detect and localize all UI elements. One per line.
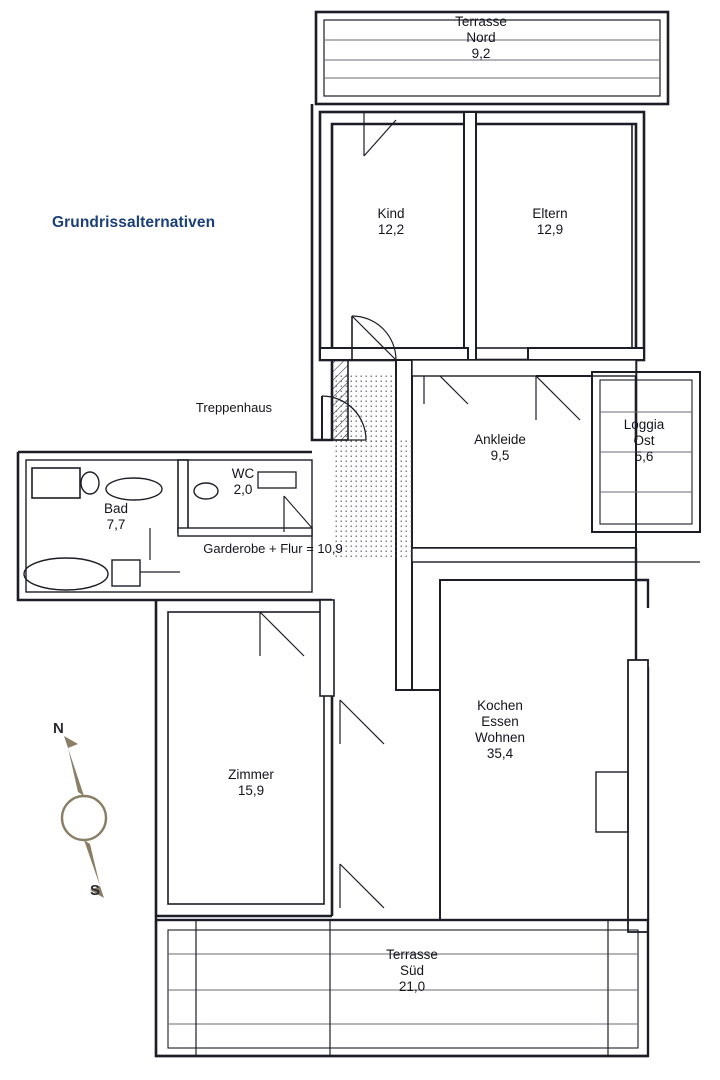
room-name: Loggia (623, 417, 665, 433)
room-name: Ankleide (474, 432, 526, 448)
compass-rose (62, 736, 106, 898)
page-title: Grundrissalternativen (52, 214, 216, 231)
room-name: Ost (633, 433, 655, 449)
room-area: 7,7 (106, 516, 126, 532)
room-name: Terrasse (386, 947, 438, 963)
room-area: 5,6 (634, 448, 654, 464)
room-area: 12,9 (536, 221, 564, 237)
room-name: Eltern (532, 206, 568, 222)
room-name: Kochen (477, 698, 523, 714)
room-name: Süd (399, 963, 425, 979)
room-name: Kind (377, 206, 405, 222)
room-area: 12,2 (377, 221, 405, 237)
room-area: 15,9 (237, 782, 265, 798)
compass-south-label: S (90, 882, 101, 899)
corridor-label: Garderobe + Flur = 10,9 (203, 541, 343, 556)
room-name: Bad (103, 501, 129, 517)
stairwell-label: Treppenhaus (195, 400, 273, 415)
room-name: Essen (481, 714, 519, 730)
room-name: Terrasse (455, 14, 507, 30)
room-area: 21,0 (398, 978, 426, 994)
outer-walls (18, 12, 700, 1056)
room-area: 9,5 (490, 447, 510, 463)
room-name: Nord (466, 30, 496, 46)
room-name: Zimmer (228, 767, 274, 783)
room-name: Wohnen (474, 729, 526, 745)
room-area: 35,4 (486, 745, 514, 761)
room-area: 2,0 (233, 481, 253, 497)
compass-north-label: N (53, 720, 64, 737)
room-area: 9,2 (471, 45, 491, 61)
room-name: WC (231, 466, 255, 482)
